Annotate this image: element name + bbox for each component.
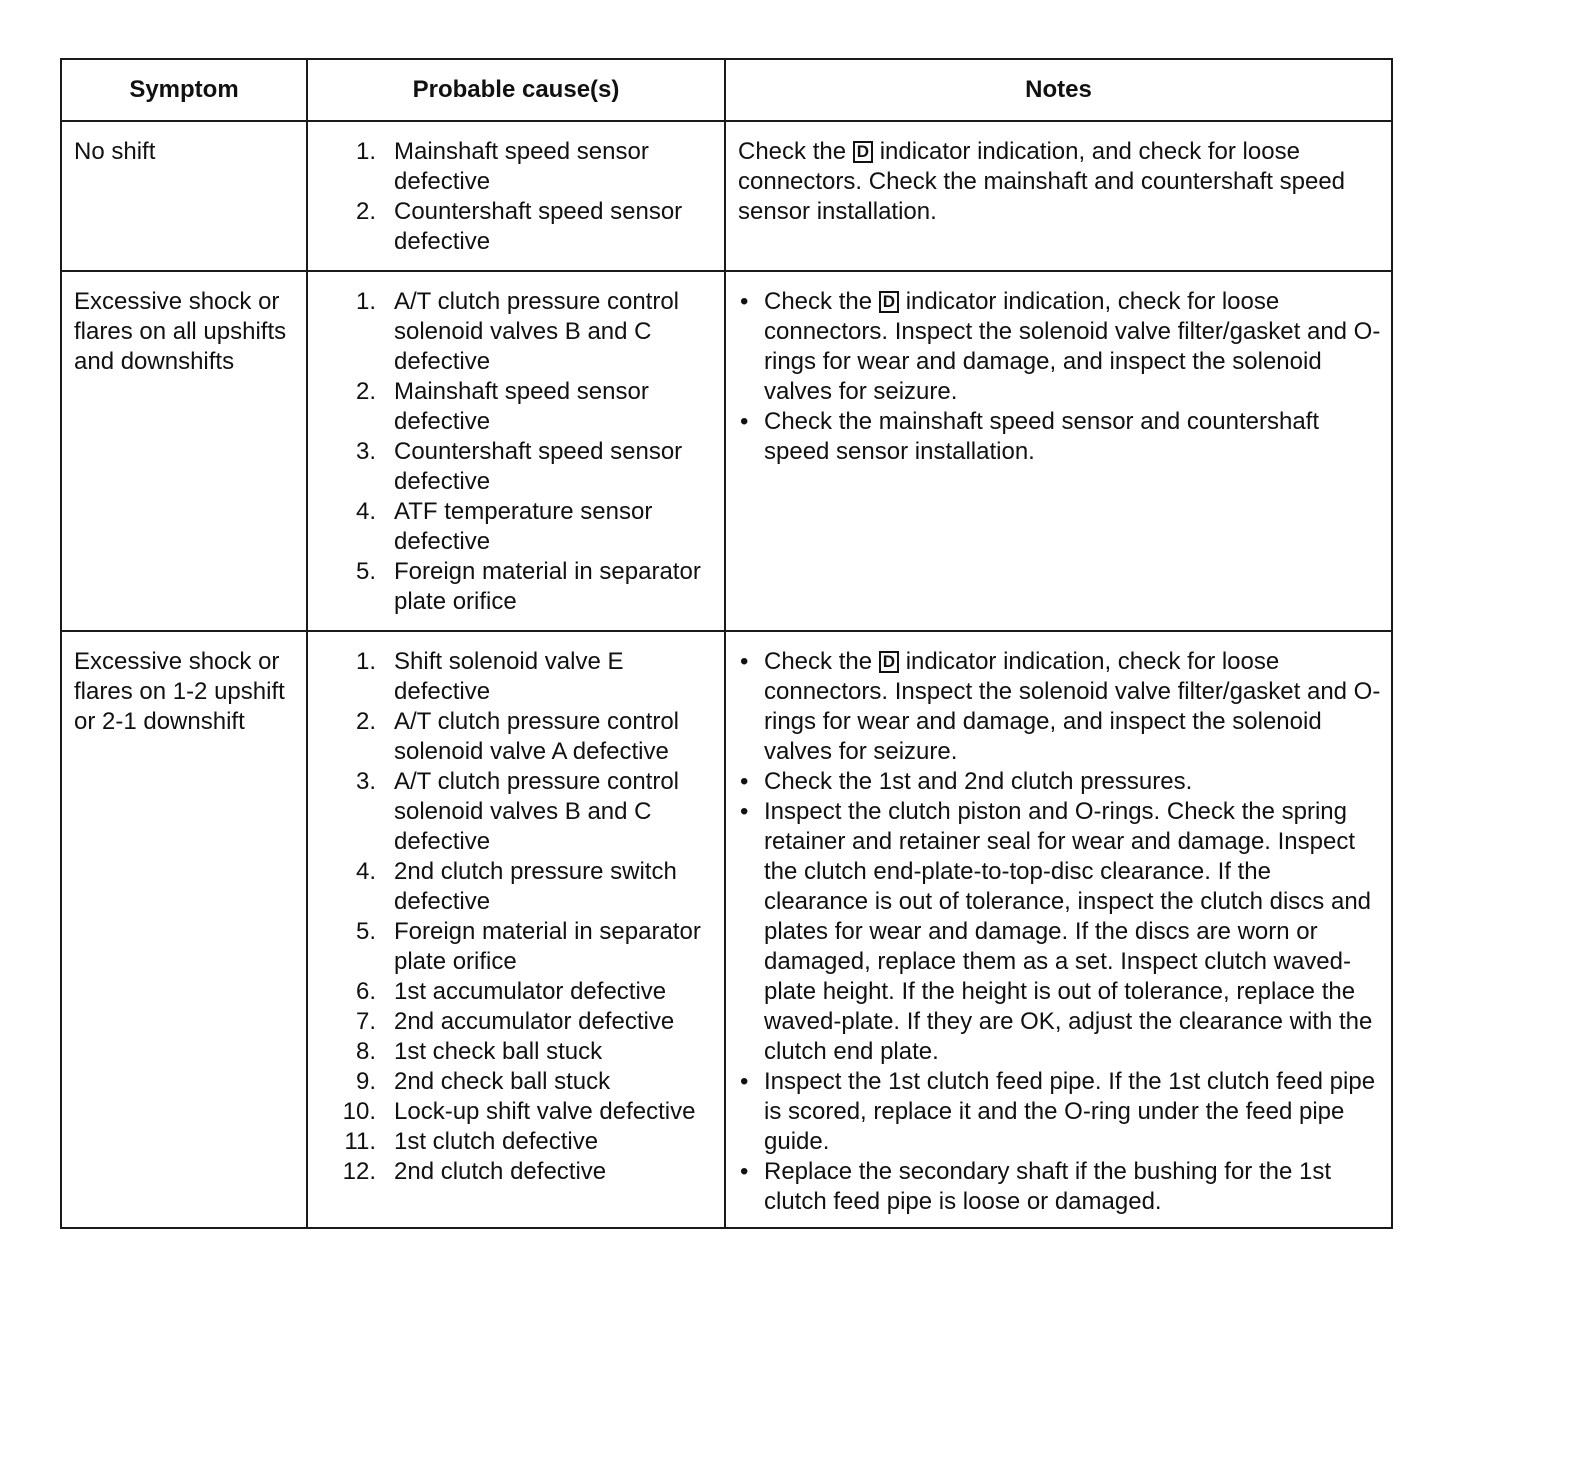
note-list <box>738 287 1381 467</box>
cause-number: 1. <box>355 138 376 165</box>
cause-number: 2. <box>355 198 376 225</box>
cause-item <box>308 557 716 617</box>
note-text: Check the 1st and 2nd clutch pressures. <box>764 768 1193 795</box>
note-item <box>738 1067 1381 1157</box>
cause-number: 3. <box>355 438 376 465</box>
note-text: Check the mainshaft speed sensor and countershaft speed sensor installation. <box>764 408 1319 465</box>
symptom-cell: No shift <box>61 121 307 271</box>
cause-item <box>308 137 716 197</box>
note-text: Inspect the 1st clutch feed pipe. If the 1st clutch feed pipe is scored, replace it and the O-ring under the feed pipe guide. <box>764 1068 1376 1155</box>
cause-text: Mainshaft speed sensor defective <box>394 378 649 435</box>
table-row <box>61 631 1392 1228</box>
causes-cell <box>307 271 725 631</box>
header-notes: Notes <box>725 59 1392 121</box>
cause-number: 4. <box>355 858 376 885</box>
troubleshooting-table <box>60 58 1393 1229</box>
cause-number: 5. <box>355 558 376 585</box>
cause-number: 1. <box>355 288 376 315</box>
symptom-cell: Excessive shock or flares on all upshifts and downshifts <box>61 271 307 631</box>
cause-text: A/T clutch pressure control solenoid valves B and C defective <box>394 288 680 375</box>
header-symptom: Symptom <box>61 59 307 121</box>
table-row <box>61 121 1392 271</box>
cause-item <box>308 197 716 257</box>
cause-text: Mainshaft speed sensor defective <box>394 138 649 195</box>
cause-item <box>308 497 716 557</box>
note-text-post: indicator indication, and check for loose connectors. Check the mainshaft and countershaft speed sensor installation. <box>738 138 1346 225</box>
bullet-icon: • <box>740 1068 749 1095</box>
cause-text: A/T clutch pressure control solenoid valves B and C defective <box>394 768 680 855</box>
note-text-post: indicator indication, check for loose connectors. Inspect the solenoid valve filter/gasket and O-rings for wear and damage, and inspect the solenoid valves for seizure. <box>764 288 1381 405</box>
note-text <box>764 647 1381 767</box>
cause-text: Countershaft speed sensor defective <box>394 198 683 255</box>
note-item <box>738 647 1381 767</box>
cause-list <box>308 647 716 1187</box>
cause-item <box>308 977 716 1007</box>
cause-item <box>308 1067 716 1097</box>
cause-number: 2. <box>355 378 376 405</box>
cause-item <box>308 1157 716 1187</box>
cause-number: 5. <box>355 918 376 945</box>
cause-list <box>308 137 716 257</box>
cause-item <box>308 1007 716 1037</box>
bullet-icon: • <box>740 798 749 825</box>
bullet-icon: • <box>740 768 749 795</box>
note-item <box>738 797 1381 1067</box>
cause-number: 4. <box>355 498 376 525</box>
cause-item <box>308 647 716 707</box>
cause-number: 10. <box>342 1098 376 1125</box>
cause-text: Countershaft speed sensor defective <box>394 438 683 495</box>
cause-text: Shift solenoid valve E defective <box>394 648 624 705</box>
cause-number: 12. <box>342 1158 376 1185</box>
cause-item <box>308 707 716 767</box>
cause-item <box>308 1127 716 1157</box>
note-text: Replace the secondary shaft if the bushing for the 1st clutch feed pipe is loose or damaged. <box>764 1158 1332 1215</box>
cause-item <box>308 377 716 437</box>
d-indicator-icon: D <box>853 141 873 163</box>
cause-number: 11. <box>344 1128 376 1155</box>
cause-item <box>308 1097 716 1127</box>
cause-text: 2nd accumulator defective <box>394 1008 675 1035</box>
cause-text: 2nd clutch pressure switch defective <box>394 858 677 915</box>
cause-text: 1st accumulator defective <box>394 978 667 1005</box>
note-text-post: indicator indication, check for loose connectors. Inspect the solenoid valve filter/gasket and O-rings for wear and damage, and inspect the solenoid valves for seizure. <box>764 648 1381 765</box>
note-text-pre: Check the <box>738 138 847 165</box>
cause-number: 6. <box>355 978 376 1005</box>
notes-cell <box>725 271 1392 631</box>
cause-text: 2nd clutch defective <box>394 1158 607 1185</box>
bullet-icon: • <box>740 288 749 315</box>
note-item <box>738 767 1381 797</box>
notes-cell <box>725 121 1392 271</box>
cause-item <box>308 917 716 977</box>
note-text: Inspect the clutch piston and O-rings. Check the spring retainer and retainer seal for wear and damage. Inspect the clutch end-plate-to-top-disc clearance. If the clearance is out of tolerance, inspect the clutch discs and plates for wear and damage. If the discs are worn or damaged, replace them as a set. Inspect clutch waved-plate height. If the height is out of tolerance, replace the waved-plate. If they are OK, adjust the clearance with the clutch end plate. <box>764 798 1373 1065</box>
cause-item <box>308 287 716 377</box>
cause-item <box>308 857 716 917</box>
cause-text: Lock-up shift valve defective <box>394 1098 696 1125</box>
note-text <box>764 287 1381 407</box>
causes-cell <box>307 121 725 271</box>
cause-number: 9. <box>355 1068 376 1095</box>
notes-cell <box>725 631 1392 1228</box>
bullet-icon: • <box>740 1158 749 1185</box>
cause-text: Foreign material in separator plate orifice <box>394 918 701 975</box>
cause-number: 1. <box>355 648 376 675</box>
cause-list <box>308 287 716 617</box>
cause-item <box>308 437 716 497</box>
cause-item <box>308 767 716 857</box>
symptom-cell: Excessive shock or flares on 1-2 upshift or 2-1 downshift <box>61 631 307 1228</box>
bullet-icon: • <box>740 408 749 435</box>
note-list <box>738 647 1381 1217</box>
bullet-icon: • <box>740 648 749 675</box>
cause-text: 1st clutch defective <box>394 1128 599 1155</box>
causes-cell <box>307 631 725 1228</box>
cause-number: 2. <box>355 708 376 735</box>
cause-text: 1st check ball stuck <box>394 1038 603 1065</box>
cause-number: 8. <box>355 1038 376 1065</box>
note-text-pre: Check the <box>764 288 873 315</box>
d-indicator-icon: D <box>879 291 899 313</box>
cause-text: Foreign material in separator plate orifice <box>394 558 701 615</box>
cause-text: ATF temperature sensor defective <box>394 498 653 555</box>
cause-item <box>308 1037 716 1067</box>
note-text-pre: Check the <box>764 648 873 675</box>
cause-number: 7. <box>355 1008 376 1035</box>
header-row <box>61 59 1392 121</box>
cause-text: 2nd check ball stuck <box>394 1068 611 1095</box>
note-item <box>738 1157 1381 1217</box>
note-item <box>738 407 1381 467</box>
d-indicator-icon: D <box>879 651 899 673</box>
table-row <box>61 271 1392 631</box>
cause-text: A/T clutch pressure control solenoid valve A defective <box>394 708 680 765</box>
cause-number: 3. <box>355 768 376 795</box>
note-item <box>738 287 1381 407</box>
header-probable-causes: Probable cause(s) <box>307 59 725 121</box>
